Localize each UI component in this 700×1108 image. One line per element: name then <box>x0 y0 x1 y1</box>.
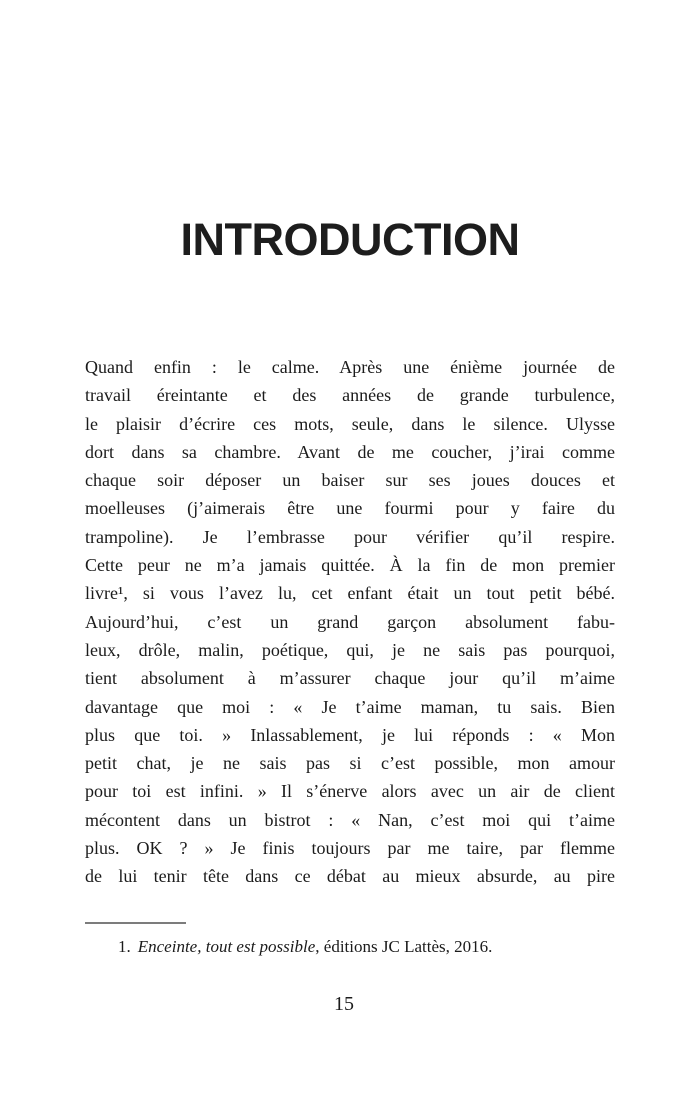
text-line: petit chat, je ne sais pas si c’est possible, mon amour <box>85 753 615 774</box>
text-line: livre¹, si vous l’avez lu, cet enfant était un tout petit bébé. <box>85 583 615 604</box>
text-line: leux, drôle, malin, poétique, qui, je ne sais pas pourquoi, <box>85 639 615 660</box>
text-line: Aujourd’hui, c’est un grand garçon absolument fabu- <box>85 611 615 632</box>
footnote-publisher: , éditions JC Lattès, 2016. <box>315 937 493 956</box>
text-line: trampoline). Je l’embrasse pour vérifier qu’il respire. <box>85 526 615 547</box>
page-number: 15 <box>334 993 354 1015</box>
text-line: plus. OK ? » Je finis toujours par me taire, par flemme <box>85 838 615 859</box>
text-line: mécontent dans un bistrot : « Nan, c’est moi qui t’aime <box>85 809 615 830</box>
chapter-title: INTRODUCTION <box>180 214 520 265</box>
text-line: davantage que moi : « Je t’aime maman, tu sais. Bien <box>85 696 615 717</box>
text-line: moelleuses (j’aimerais être une fourmi pour y faire du <box>85 498 615 519</box>
text-line: plus que toi. » Inlassablement, je lui réponds : « Mon <box>85 724 615 745</box>
text-line: travail éreintante et des années de grande turbulence, <box>85 385 615 406</box>
text-line: Quand enfin : le calme. Après une énième journée de <box>85 357 615 377</box>
footnote <box>85 936 615 958</box>
text-line: tient absolument à m’assurer chaque jour qu’il m’aime <box>85 668 615 689</box>
text-line: le plaisir d’écrire ces mots, seule, dans le silence. Ulysse <box>85 413 615 434</box>
footnote-separator <box>85 922 186 924</box>
text-line: dort dans sa chambre. Avant de me coucher, j’irai comme <box>85 441 615 462</box>
footnote-work-title: Enceinte, tout est possible <box>137 937 316 956</box>
text-line: chaque soir déposer un baiser sur ses joues douces et <box>85 470 615 491</box>
footnote-number: 1. <box>118 937 131 956</box>
text-line: de lui tenir tête dans ce débat au mieux absurde, au pire <box>85 866 615 887</box>
text-line: Cette peur ne m’a jamais quittée. À la fin de mon premier <box>85 555 615 576</box>
text-line: pour toi est infini. » Il s’énerve alors avec un air de client <box>85 781 615 802</box>
body-paragraph <box>85 353 615 891</box>
